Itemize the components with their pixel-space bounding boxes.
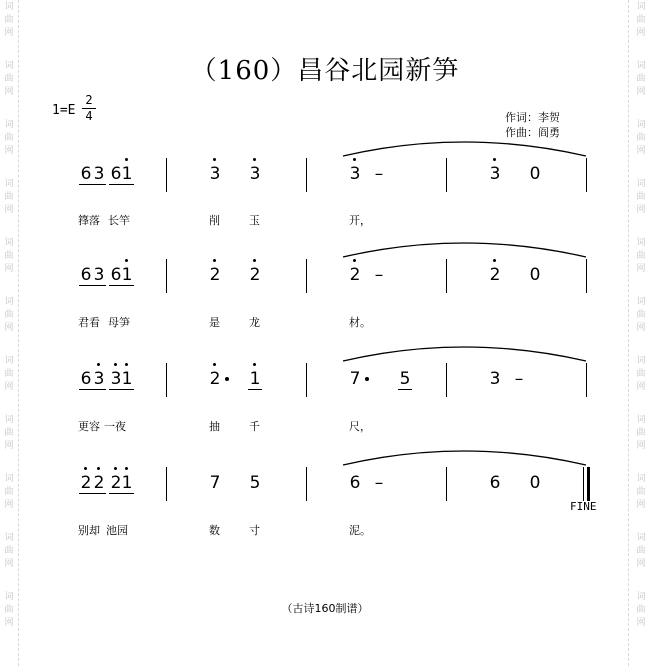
watermark-glyph: 网 [4,146,14,156]
barline [306,158,307,192]
slur [0,341,650,371]
watermark-glyph: 词 [4,120,14,130]
lyric: 母笋 [108,316,130,329]
watermark-glyph: 网 [4,618,14,628]
right-margin-line [628,0,629,666]
lyric: 箨落 [78,214,100,227]
beam [79,389,106,390]
watermark-glyph: 词 [4,297,14,307]
barline [446,259,447,293]
note: 2 [488,265,502,285]
beam [109,184,134,185]
barline [166,158,167,192]
note: 6 [110,265,122,285]
note: 1 [120,473,134,493]
watermark-glyph: 词 [4,356,14,366]
watermark-glyph: 网 [4,559,14,569]
lyric: 泥。 [349,524,371,537]
final-barline-thin [583,467,584,501]
lyric: 开， [349,214,371,227]
note: 3 [92,369,106,389]
beam [109,493,134,494]
note: 7 [209,473,221,493]
dash: – [374,473,384,493]
lyric: 寸 [249,524,260,537]
watermark-glyph: 网 [636,87,646,97]
watermark-glyph: 词 [636,533,646,543]
watermark-glyph: 词 [636,179,646,189]
watermark-glyph: 曲 [636,310,646,320]
watermark-glyph: 网 [4,500,14,510]
note: 3 [489,369,501,389]
note: 1 [120,265,134,285]
watermark-glyph: 网 [636,323,646,333]
augmentation-dot [365,377,369,381]
watermark-glyph: 网 [4,382,14,392]
watermark-glyph: 词 [4,179,14,189]
dash: – [374,164,384,184]
watermark-glyph: 词 [636,297,646,307]
watermark-glyph: 词 [4,474,14,484]
note: 5 [249,473,261,493]
lyric: 更容 [78,420,100,433]
watermark-glyph: 网 [636,559,646,569]
note: 0 [529,265,541,285]
watermark-glyph: 词 [4,592,14,602]
footer-note: （古诗160制谱） [281,602,369,615]
note: 6 [80,369,92,389]
lyric: 材。 [349,316,371,329]
note: 3 [93,164,105,184]
watermark-glyph: 曲 [4,487,14,497]
watermark-glyph: 曲 [4,192,14,202]
time-signature [82,94,96,123]
lyric: 龙 [249,316,260,329]
watermark-glyph: 曲 [4,133,14,143]
note: 5 [399,369,411,389]
lyric: 数 [209,524,220,537]
watermark-glyph: 曲 [4,546,14,556]
key-signature: 1=E [52,103,76,118]
watermark-glyph: 曲 [4,15,14,25]
meter-bottom: 4 [85,109,93,123]
note: 7 [349,369,361,389]
lyric: 是 [209,316,220,329]
barline [446,158,447,192]
beam [79,184,106,185]
watermark-glyph: 网 [636,441,646,451]
fine-mark: FINE [570,500,597,513]
watermark-glyph: 曲 [4,428,14,438]
barline [586,363,587,397]
barline [306,467,307,501]
dash: – [514,369,524,389]
slur [0,237,650,267]
watermark-glyph: 曲 [4,605,14,615]
note: 3 [208,164,222,184]
lyric: 别却 [78,524,100,537]
watermark-glyph: 曲 [636,74,646,84]
watermark-glyph: 网 [4,441,14,451]
final-barline-thick [587,467,590,501]
note: 6 [489,473,501,493]
watermark-glyph: 曲 [4,310,14,320]
watermark-glyph: 网 [636,264,646,274]
slur [0,445,650,475]
watermark-glyph: 词 [636,592,646,602]
watermark-glyph: 网 [636,205,646,215]
composer-credit: 作曲：阎勇 [505,126,560,139]
lyric: 君看 [78,316,100,329]
note: 1 [248,369,262,389]
watermark-glyph: 词 [636,474,646,484]
watermark-glyph: 曲 [636,428,646,438]
left-margin-line [18,0,19,666]
watermark-glyph: 网 [4,87,14,97]
lyric: 千 [249,420,260,433]
barline [306,363,307,397]
song-title: （160）昌谷北园新笋 [190,56,460,86]
watermark-glyph: 网 [4,28,14,38]
watermark-glyph: 词 [4,238,14,248]
lyricist-credit: 作词：李贺 [505,111,560,124]
watermark-glyph: 曲 [4,74,14,84]
lyric: 一夜 [104,420,126,433]
note: 1 [120,369,134,389]
note: 3 [248,164,262,184]
watermark-glyph: 词 [4,2,14,12]
watermark-glyph: 曲 [636,487,646,497]
dash: – [374,265,384,285]
barline [166,467,167,501]
watermark-glyph: 曲 [636,605,646,615]
note: 2 [92,473,106,493]
watermark-glyph: 词 [636,356,646,366]
watermark-glyph: 词 [4,61,14,71]
note: 3 [93,265,105,285]
note: 3 [348,164,362,184]
watermark-glyph: 词 [4,533,14,543]
watermark-glyph: 词 [636,2,646,12]
barline [586,158,587,192]
note: 1 [120,164,134,184]
beam [109,389,134,390]
watermark-glyph: 曲 [636,15,646,25]
watermark-glyph: 曲 [636,192,646,202]
beam [248,389,262,390]
barline [446,363,447,397]
watermark-glyph: 曲 [636,133,646,143]
note: 6 [80,265,92,285]
note: 6 [80,164,92,184]
barline [306,259,307,293]
note: 2 [248,265,262,285]
lyric: 玉 [249,214,260,227]
watermark-glyph: 曲 [4,251,14,261]
watermark-glyph: 网 [4,205,14,215]
slur [0,136,650,166]
barline [166,363,167,397]
meter-top: 2 [85,93,93,107]
watermark-glyph: 网 [636,500,646,510]
watermark-glyph: 曲 [636,546,646,556]
note: 6 [110,164,122,184]
lyric: 长竿 [108,214,130,227]
note: 6 [349,473,361,493]
lyric: 池园 [106,524,128,537]
watermark-glyph: 词 [4,415,14,425]
watermark-glyph: 网 [636,382,646,392]
barline [166,259,167,293]
barline [586,259,587,293]
lyric: 抽 [209,420,220,433]
beam [79,493,106,494]
watermark-glyph: 网 [4,323,14,333]
watermark-glyph: 网 [636,146,646,156]
beam [109,285,134,286]
note: 2 [208,265,222,285]
beam [398,389,412,390]
watermark-glyph: 曲 [636,369,646,379]
lyric: 尺， [349,420,371,433]
note: 2 [79,473,93,493]
watermark-glyph: 网 [636,28,646,38]
watermark-glyph: 词 [636,238,646,248]
watermark-glyph: 网 [636,618,646,628]
note: 2 [109,473,123,493]
note: 2 [348,265,362,285]
note: 3 [109,369,123,389]
note: 0 [529,164,541,184]
watermark-glyph: 词 [636,120,646,130]
note: 3 [488,164,502,184]
watermark-glyph: 词 [636,61,646,71]
note: 2 [208,369,222,389]
beam [79,285,106,286]
watermark-glyph: 词 [636,415,646,425]
note: 0 [529,473,541,493]
lyric: 削 [209,214,220,227]
barline [446,467,447,501]
augmentation-dot [225,377,229,381]
watermark-glyph: 网 [4,264,14,274]
watermark-glyph: 曲 [4,369,14,379]
watermark-glyph: 曲 [636,251,646,261]
